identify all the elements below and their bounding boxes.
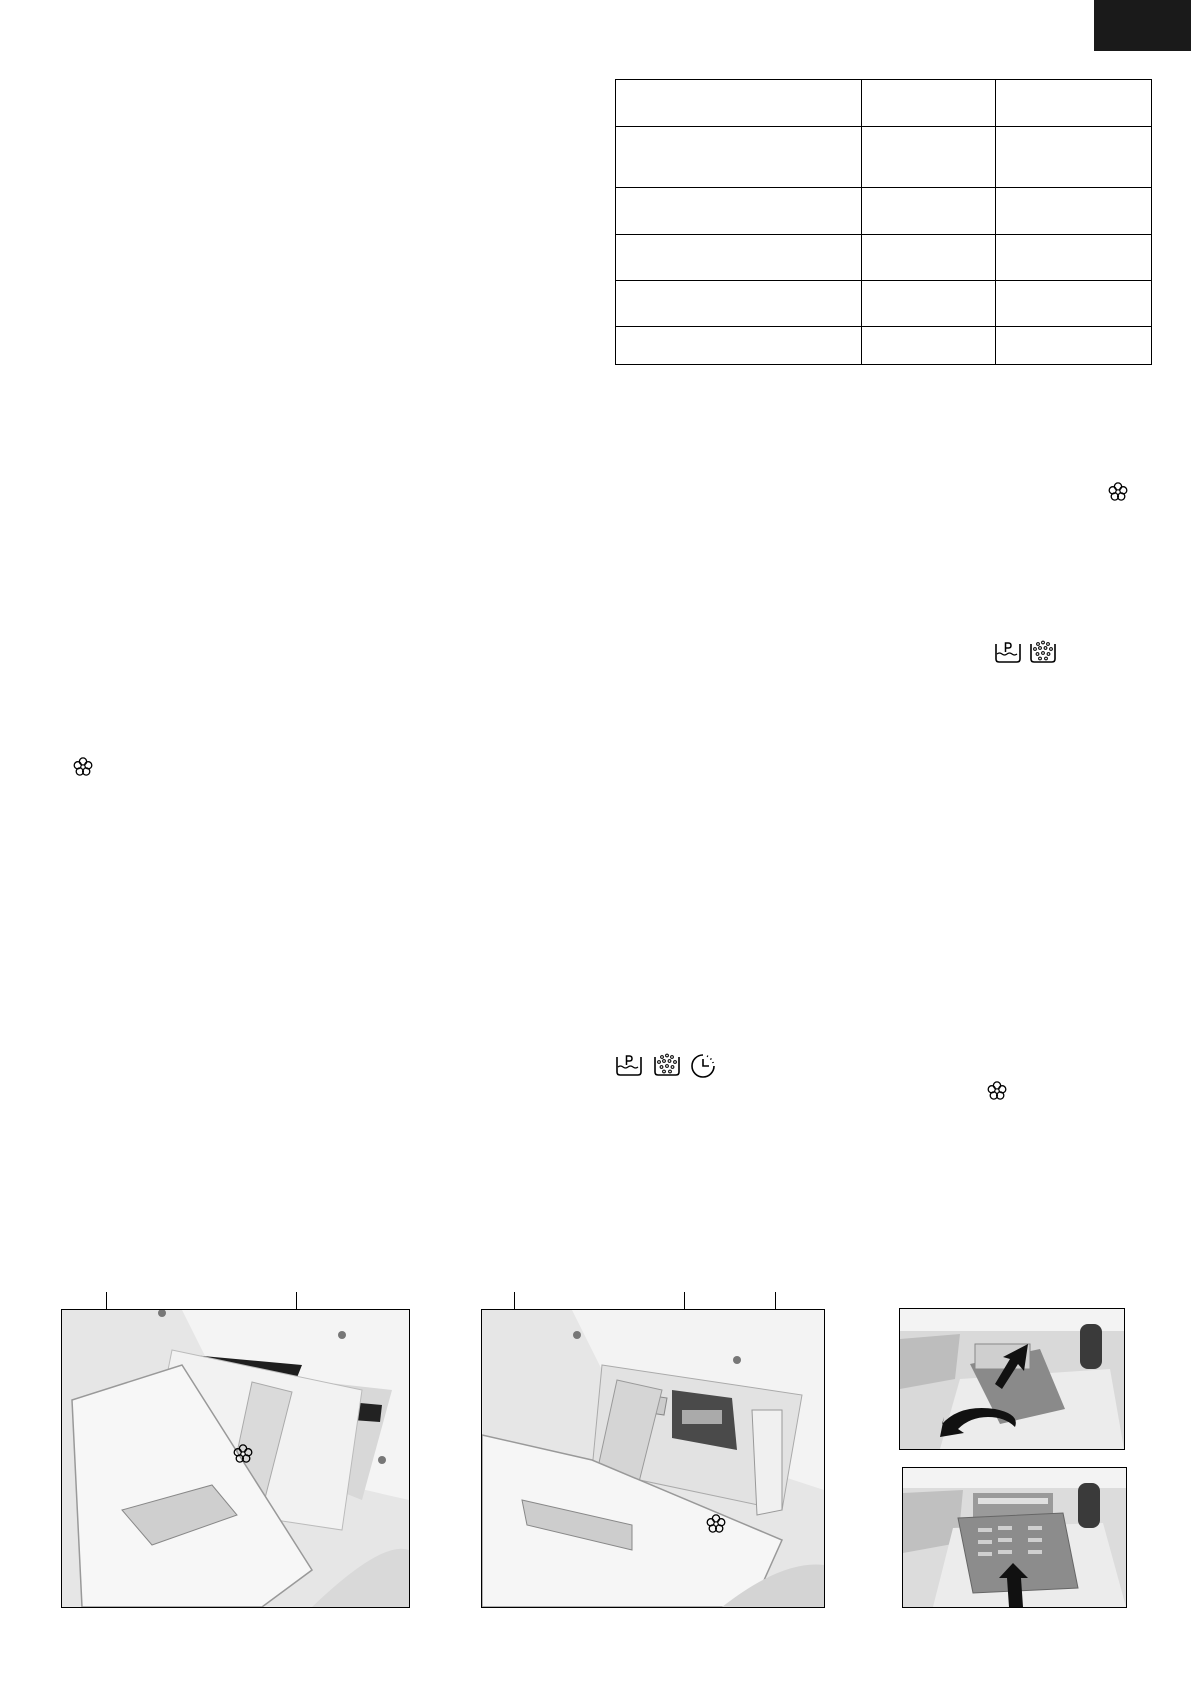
- table-row: [616, 80, 1152, 127]
- spec-table: [615, 79, 1152, 365]
- table-cell: [862, 235, 996, 281]
- prewash-tub-icon: [615, 1053, 643, 1077]
- table-cell: [616, 235, 862, 281]
- prewash-tub-icon: [994, 640, 1022, 664]
- page-tab-marker: [1094, 0, 1191, 51]
- clock-timer-icon: [690, 1053, 716, 1079]
- table-cell: [996, 281, 1152, 327]
- intensive-wash-tub-icon: [653, 1053, 681, 1077]
- table-row: [616, 327, 1152, 365]
- table-row: [616, 127, 1152, 188]
- intensive-wash-tub-icon: [1029, 640, 1057, 664]
- liquid-detergent-insert-remove-photo: [899, 1308, 1125, 1450]
- detergent-drawer-photo-2: [481, 1309, 825, 1608]
- table-cell: [616, 80, 862, 127]
- fabric-softener-flower-icon: [73, 757, 93, 777]
- table-cell: [862, 327, 996, 365]
- table-cell: [862, 281, 996, 327]
- table-cell: [862, 80, 996, 127]
- arrow-up-icon: [1000, 1339, 1001, 1340]
- table-cell: [996, 127, 1152, 188]
- fabric-softener-flower-icon: [987, 1081, 1007, 1101]
- table-cell: [862, 188, 996, 235]
- table-cell: [996, 327, 1152, 365]
- table-cell: [996, 80, 1152, 127]
- table-cell: [616, 188, 862, 235]
- table-row: [616, 281, 1152, 327]
- table-cell: [616, 127, 862, 188]
- table-cell: [996, 188, 1152, 235]
- fabric-softener-flower-icon: [706, 1514, 728, 1536]
- table-row: [616, 188, 1152, 235]
- table-cell: [862, 127, 996, 188]
- table-cell: [996, 235, 1152, 281]
- arrow-up-icon: [1013, 1568, 1014, 1569]
- fabric-softener-flower-icon: [1108, 482, 1128, 502]
- curved-arrow-icon: [960, 1419, 961, 1420]
- table-row: [616, 235, 1152, 281]
- table-cell: [616, 281, 862, 327]
- liquid-detergent-insert-fit-photo: [902, 1467, 1127, 1608]
- detergent-drawer-photo-1: [61, 1309, 410, 1608]
- fabric-softener-flower-icon: [233, 1444, 255, 1466]
- table-cell: [616, 327, 862, 365]
